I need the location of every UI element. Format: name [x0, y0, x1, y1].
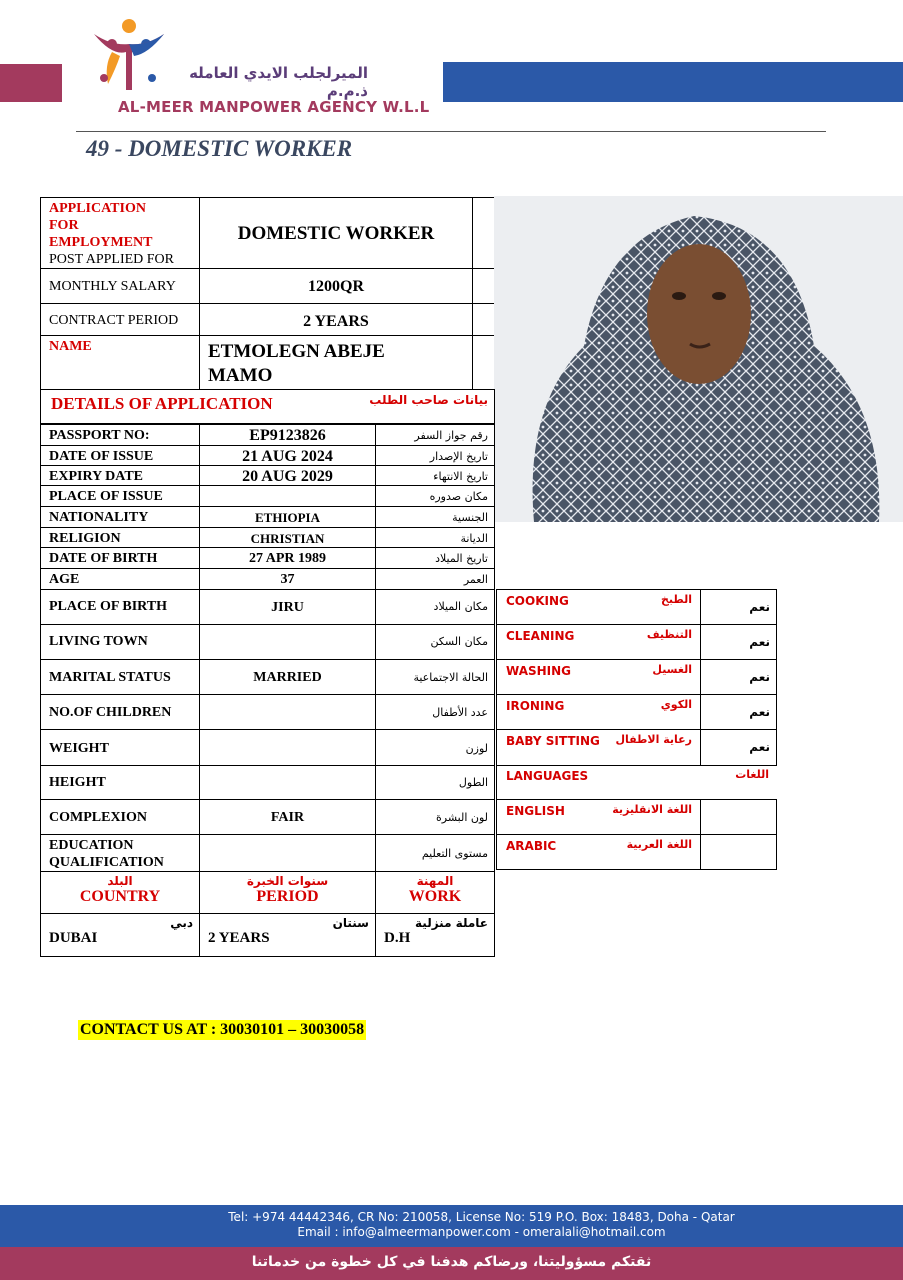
personal-row-label: EDUCATION QUALIFICATION [40, 834, 200, 872]
skill-label: COOKING [506, 594, 569, 608]
details-row-value: 21 AUG 2024 [199, 445, 376, 466]
personal-row-ar: مستوى التعليم [375, 834, 495, 872]
skill-answer: نعم [700, 659, 777, 695]
language-answer [700, 799, 777, 835]
skill-cell [496, 659, 701, 695]
skill-label-ar: الطبخ [660, 593, 692, 606]
personal-row-ar: مكان السكن [375, 624, 495, 660]
details-row-ar: الديانة [375, 527, 495, 548]
details-row-value [199, 485, 376, 507]
details-row-ar: مكان صدوره [375, 485, 495, 507]
post-label-cell [40, 197, 200, 269]
experience-value-ar: سنتان [332, 916, 369, 930]
applicant-photo-icon [494, 196, 903, 522]
header-accent-bar-right [443, 62, 903, 102]
personal-row-label: LIVING TOWN [40, 624, 200, 660]
document-title: 49 - DOMESTIC WORKER [86, 136, 353, 161]
skill-label: WASHING [506, 664, 572, 678]
applicant-photo [494, 196, 903, 522]
details-row-value: 37 [199, 568, 376, 590]
skill-label-ar: الغسيل [652, 663, 692, 676]
salary-value: 1200QR [199, 268, 473, 304]
details-row-ar: الجنسية [375, 506, 495, 528]
footer-info [0, 1205, 903, 1247]
experience-header-period [199, 871, 376, 914]
details-row-value: ETHIOPIA [199, 506, 376, 528]
contract-value: 2 YEARS [199, 303, 473, 336]
personal-row-value [199, 624, 376, 660]
post-label-sub: POST APPLIED FOR [49, 252, 175, 267]
company-name-english: AL-MEER MANPOWER AGENCY W.L.L [118, 98, 430, 116]
personal-row-value [199, 729, 376, 766]
language-label-ar: اللغة الانقليزية [612, 803, 692, 816]
details-row-label: NATIONALITY [40, 506, 200, 528]
skill-cell [496, 624, 701, 660]
details-row-label: AGE [40, 568, 200, 590]
post-label-line-1: APPLICATION [49, 201, 146, 216]
language-label-ar: اللغة العربية [626, 838, 692, 851]
skill-cell [496, 694, 701, 730]
language-cell [496, 834, 701, 870]
personal-row-ar: عدد الأطفال [375, 694, 495, 730]
experience-header-en: WORK [408, 888, 462, 905]
details-row-label: DATE OF ISSUE [40, 445, 200, 466]
skill-label: BABY SITTING [506, 734, 600, 748]
experience-row-period [199, 913, 376, 957]
details-header-ar: بيانات صاحب الطلب [369, 393, 488, 407]
name-label: NAME [49, 339, 92, 354]
contact-line: CONTACT US AT : 30030101 – 30030058 [80, 1021, 365, 1038]
experience-header-en: COUNTRY [79, 888, 161, 905]
header-divider [76, 131, 826, 132]
skill-label: CLEANING [506, 629, 575, 643]
language-answer [700, 834, 777, 870]
skill-label-ar: التنظيف [646, 628, 692, 641]
skill-label-ar: رعاية الاطفال [615, 733, 692, 746]
language-label: ENGLISH [506, 804, 565, 818]
skill-answer: نعم [700, 729, 777, 766]
details-row-value: EP9123826 [199, 424, 376, 446]
details-row-label: EXPIRY DATE [40, 465, 200, 486]
experience-value-en: 2 YEARS [208, 930, 270, 946]
experience-header-work [375, 871, 495, 914]
skill-label-ar: الكوي [660, 698, 692, 711]
name-value-line-1: ETMOLEGN ABEJE [208, 341, 385, 362]
languages-header-ar: اللغات [735, 768, 769, 781]
details-row-label: DATE OF BIRTH [40, 547, 200, 569]
footer-line-1: Tel: +974 44442346, CR No: 210058, License No: 519 P.O. Box: 18483, Doha - Qatar [228, 1210, 735, 1224]
skill-cell [496, 589, 701, 625]
experience-header-ar: البلد [107, 874, 133, 888]
footer-line-2: Email : info@almeermanpower.com - omeralali@hotmail.com [297, 1225, 666, 1239]
details-row-label: RELIGION [40, 527, 200, 548]
details-row-ar: رقم جواز السفر [375, 424, 495, 446]
skill-answer: نعم [700, 624, 777, 660]
experience-value-ar: عاملة منزلية [415, 916, 488, 930]
personal-row-label: MARITAL STATUS [40, 659, 200, 695]
personal-row-label: WEIGHT [40, 729, 200, 766]
details-header-cell [40, 389, 495, 424]
experience-header-ar: سنوات الخبرة [246, 874, 329, 888]
experience-value-ar: دبي [170, 916, 193, 930]
footer-tagline [0, 1247, 903, 1280]
details-row-ar: تاريخ الانتهاء [375, 465, 495, 486]
personal-row-ar: لون البشرة [375, 799, 495, 835]
personal-row-label: NO.OF CHILDREN [40, 694, 200, 730]
details-row-value: CHRISTIAN [199, 527, 376, 548]
details-header-label: DETAILS OF APPLICATION [51, 394, 273, 413]
skill-answer: نعم [700, 694, 777, 730]
personal-row-ar: الحالة الاجتماعية [375, 659, 495, 695]
skill-answer: نعم [700, 589, 777, 625]
personal-row-value [199, 765, 376, 800]
details-row-ar: تاريخ الإصدار [375, 445, 495, 466]
experience-header-en: PERIOD [256, 888, 319, 905]
personal-row-value: MARRIED [199, 659, 376, 695]
header-accent-bar-left [0, 64, 62, 102]
experience-value-en: DUBAI [49, 930, 98, 946]
experience-header-country [40, 871, 200, 914]
experience-value-en: D.H [384, 930, 411, 946]
skill-cell [496, 729, 701, 766]
personal-row-value: FAIR [199, 799, 376, 835]
experience-row-work [375, 913, 495, 957]
personal-row-ar: مكان الميلاد [375, 589, 495, 625]
details-row-value: 27 APR 1989 [199, 547, 376, 569]
languages-header [496, 765, 777, 800]
personal-row-label: COMPLEXION [40, 799, 200, 835]
personal-row-value [199, 694, 376, 730]
name-value-cell [199, 335, 473, 390]
name-label-cell [40, 335, 200, 390]
language-cell [496, 799, 701, 835]
details-row-value: 20 AUG 2029 [199, 465, 376, 486]
personal-row-ar: لوزن [375, 729, 495, 766]
personal-row-value [199, 834, 376, 872]
personal-row-value: JIRU [199, 589, 376, 625]
experience-row-country [40, 913, 200, 957]
company-name-arabic: الميرلجلب الايدي العامله ذ.م.م [189, 64, 368, 100]
language-label: ARABIC [506, 839, 557, 853]
contract-label: CONTRACT PERIOD [40, 303, 200, 336]
personal-row-ar: الطول [375, 765, 495, 800]
post-label-line-2: FOR [49, 218, 79, 233]
experience-header-ar: المهنة [416, 874, 454, 888]
details-row-ar: تاريخ الميلاد [375, 547, 495, 569]
salary-label: MONTHLY SALARY [40, 268, 200, 304]
details-row-ar: العمر [375, 568, 495, 590]
footer-tagline-text: ثقتكم مسؤوليتنا، ورضاكم هدفنا في كل خطوة من خدماتنا [251, 1254, 652, 1270]
details-row-label: PLACE OF ISSUE [40, 485, 200, 507]
skill-label: IRONING [506, 699, 565, 713]
languages-header-label: LANGUAGES [506, 769, 589, 783]
name-value-line-2: MAMO [208, 365, 273, 386]
details-row-label: PASSPORT NO: [40, 424, 200, 446]
personal-row-label: PLACE OF BIRTH [40, 589, 200, 625]
personal-row-label: HEIGHT [40, 765, 200, 800]
post-label-line-3: EMPLOYMENT [49, 235, 153, 250]
post-value: DOMESTIC WORKER [199, 197, 473, 269]
